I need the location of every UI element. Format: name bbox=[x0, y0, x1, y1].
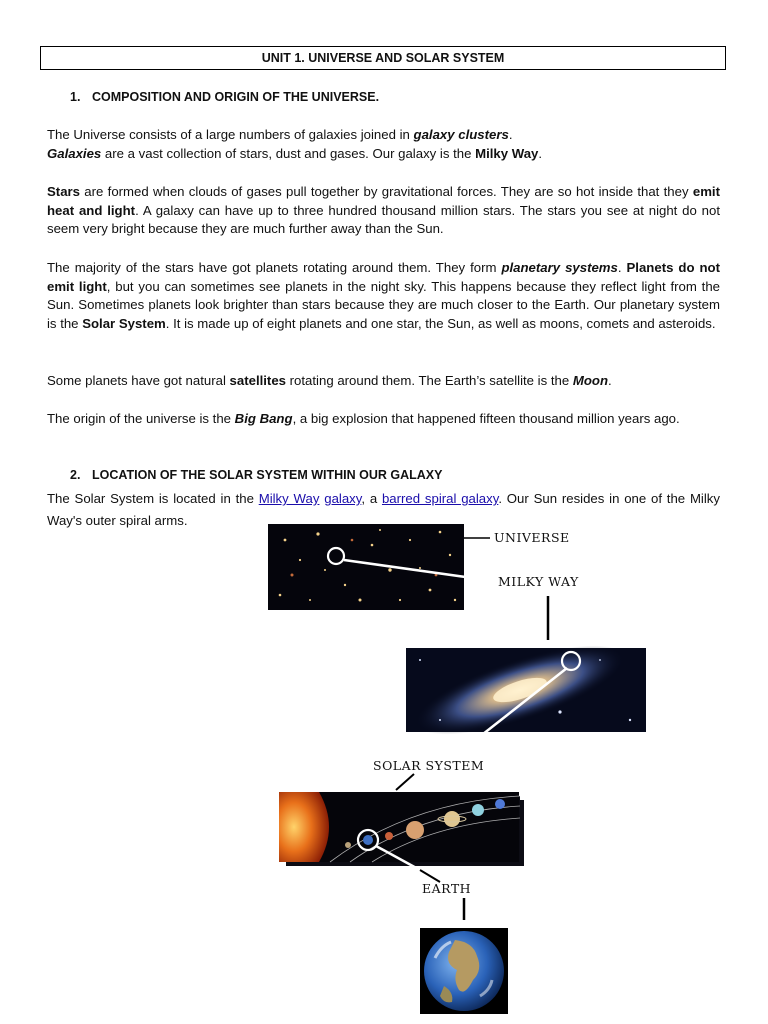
text: . bbox=[508, 127, 513, 142]
term-milky-way: Milky Way bbox=[475, 145, 539, 161]
text: . A galaxy can have up to three hundred thousand million stars. The stars you see at night do not seem very bright because they are much further away than the Sun. bbox=[47, 202, 721, 237]
term-galaxies: Galaxies bbox=[47, 145, 102, 161]
term-stars: Stars bbox=[47, 184, 80, 199]
milky-way-image bbox=[406, 627, 646, 752]
label-solar-system: SOLAR SYSTEM bbox=[373, 758, 485, 773]
page-title: UNIT 1. UNIVERSE AND SOLAR SYSTEM bbox=[40, 46, 726, 70]
text: The origin of the universe is the bbox=[47, 411, 235, 426]
label-milky-way: MILKY WAY bbox=[498, 574, 579, 589]
text: . bbox=[538, 145, 543, 161]
label-earth: EARTH bbox=[422, 881, 472, 896]
text: are a vast collection of stars, dust and gases. Our galaxy is the bbox=[101, 145, 476, 161]
section-2-heading bbox=[70, 468, 442, 482]
section-2-heading-text: LOCATION OF THE SOLAR SYSTEM WITHIN OUR GALAXY bbox=[92, 468, 443, 482]
text: are formed when clouds of gases pull together by gravitational forces. They are so hot inside that they bbox=[80, 184, 693, 199]
paragraph-big-bang bbox=[47, 410, 720, 429]
section-1-number: 1. bbox=[70, 90, 81, 104]
text: . Our Sun resides in one of the Milky Way's outer spiral arms. bbox=[47, 491, 720, 528]
term-moon: Moon bbox=[572, 373, 609, 388]
paragraph-satellites bbox=[47, 372, 720, 391]
text: Some planets have got natural bbox=[47, 373, 230, 388]
text: , but you can sometimes see planets in the night sky. This happens because they reflect light from the Sun. Sometimes planets look brighter than stars because they are much closer to the Earth. Our planetary system is the bbox=[47, 278, 720, 331]
universe-image bbox=[268, 524, 464, 610]
text: The majority of the stars have got planets rotating around them. They form bbox=[47, 260, 502, 275]
earth-image bbox=[420, 928, 508, 1014]
term-solar-system: Solar System bbox=[82, 315, 166, 331]
text: . bbox=[608, 373, 612, 388]
text: rotating around them. The Earth’s satellite is the bbox=[286, 373, 573, 388]
paragraph-planets bbox=[47, 259, 720, 333]
text: . It is made up of eight planets and one star, the Sun, as well as moons, comets and asteroids. bbox=[165, 315, 716, 331]
solar-system-image bbox=[279, 792, 524, 866]
text: . bbox=[617, 260, 627, 275]
text: , a bbox=[361, 491, 382, 506]
paragraph-stars bbox=[47, 183, 720, 239]
text: The Solar System is located in the bbox=[47, 491, 259, 506]
term-galaxy-clusters: galaxy clusters bbox=[413, 127, 509, 142]
term-big-bang: Big Bang bbox=[234, 411, 293, 426]
term-planetary-systems: planetary systems bbox=[501, 260, 618, 275]
term-planets-no-light: Planets do not emit light bbox=[47, 260, 720, 294]
text: , a big explosion that happened fifteen thousand million years ago. bbox=[292, 411, 680, 426]
text: The Universe consists of a large numbers of galaxies joined in bbox=[47, 127, 414, 142]
section-1-heading bbox=[70, 90, 379, 104]
section-2-number: 2. bbox=[70, 468, 81, 482]
label-universe: UNIVERSE bbox=[494, 530, 570, 545]
term-satellites: satellites bbox=[229, 373, 286, 388]
link-galaxy[interactable]: galaxy bbox=[324, 491, 362, 506]
link-barred-spiral-galaxy[interactable]: barred spiral galaxy bbox=[381, 491, 499, 506]
term-emit-heat-light: emit heat and light bbox=[47, 184, 720, 218]
paragraph-universe bbox=[47, 126, 720, 163]
section-1-heading-text: COMPOSITION AND ORIGIN OF THE UNIVERSE. bbox=[92, 90, 380, 104]
link-milky-way[interactable]: Milky Way bbox=[258, 491, 320, 506]
